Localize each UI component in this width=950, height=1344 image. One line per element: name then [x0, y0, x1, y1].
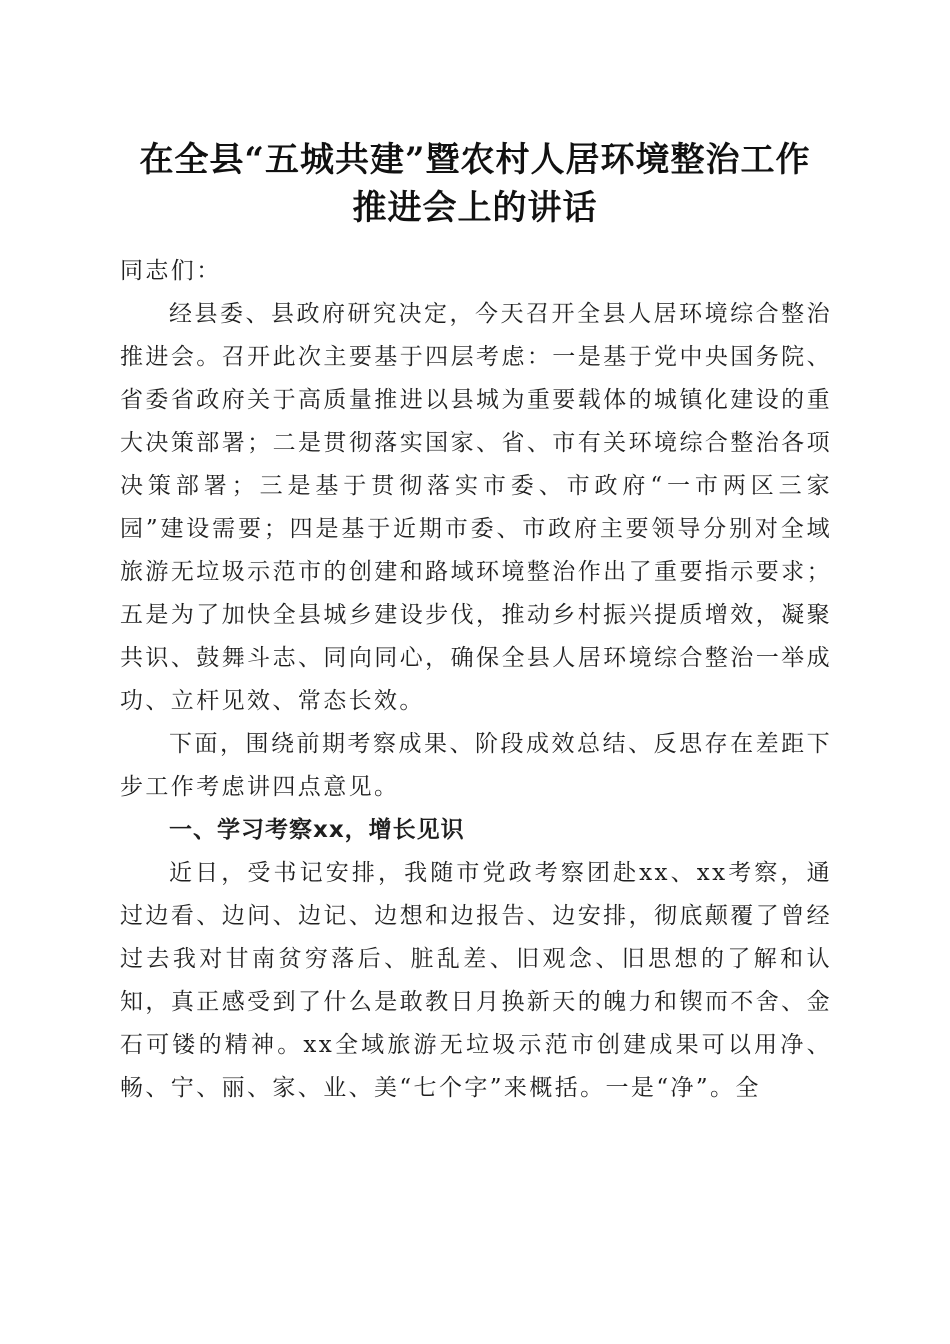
paragraph-section-1: 近日，受书记安排，我随市党政考察团赴xx、xx考察，通过边看、边问、边记、边想和边报告、边安排，彻底颠覆了曾经过去我对甘南贫穷落后、脏乱差、旧观念、旧思想的了解和认知，真正感受到了什么是敢教日月换新天的魄力和锲而不舍、金石可镂的精神。xx全域旅游无垃圾示范市创建成果可以用净、畅、宁、丽、家、业、美“七个字”来概括。一是“净”。全 [120, 860, 832, 1101]
paragraph-intro: 经县委、县政府研究决定，今天召开全县人居环境综合整治推进会。召开此次主要基于四层考虑：一是基于党中央国务院、省委省政府关于高质量推进以县城为重要载体的城镇化建设的重大决策部署；二是贯彻落实国家、省、市有关环境综合整治各项决策部署；三是基于贯彻落实市委、市政府“一市两区三家园”建设需要；四是基于近期市委、市政府主要领导分别对全域旅游无垃圾示范市的创建和路域环境整治作出了重要指示要求；五是为了加快全县城乡建设步伐，推动乡村振兴提质增效，凝聚共识、鼓舞斗志、同向同心，确保全县人居环境综合整治一举成功、立杆见效、常态长效。 [120, 301, 832, 714]
section-heading-1: 一、学习考察xx，增长见识 [169, 817, 465, 843]
document-title [0, 136, 950, 232]
paragraph-outline: 下面，围绕前期考察成果、阶段成效总结、反思存在差距下步工作考虑讲四点意见。 [120, 731, 832, 800]
title-line-2: 推进会上的讲话 [352, 188, 598, 228]
title-line-1: 在全县“五城共建”暨农村人居环境整治工作 [139, 140, 811, 180]
salutation: 同志们： [120, 258, 222, 284]
document-body [120, 250, 832, 1110]
